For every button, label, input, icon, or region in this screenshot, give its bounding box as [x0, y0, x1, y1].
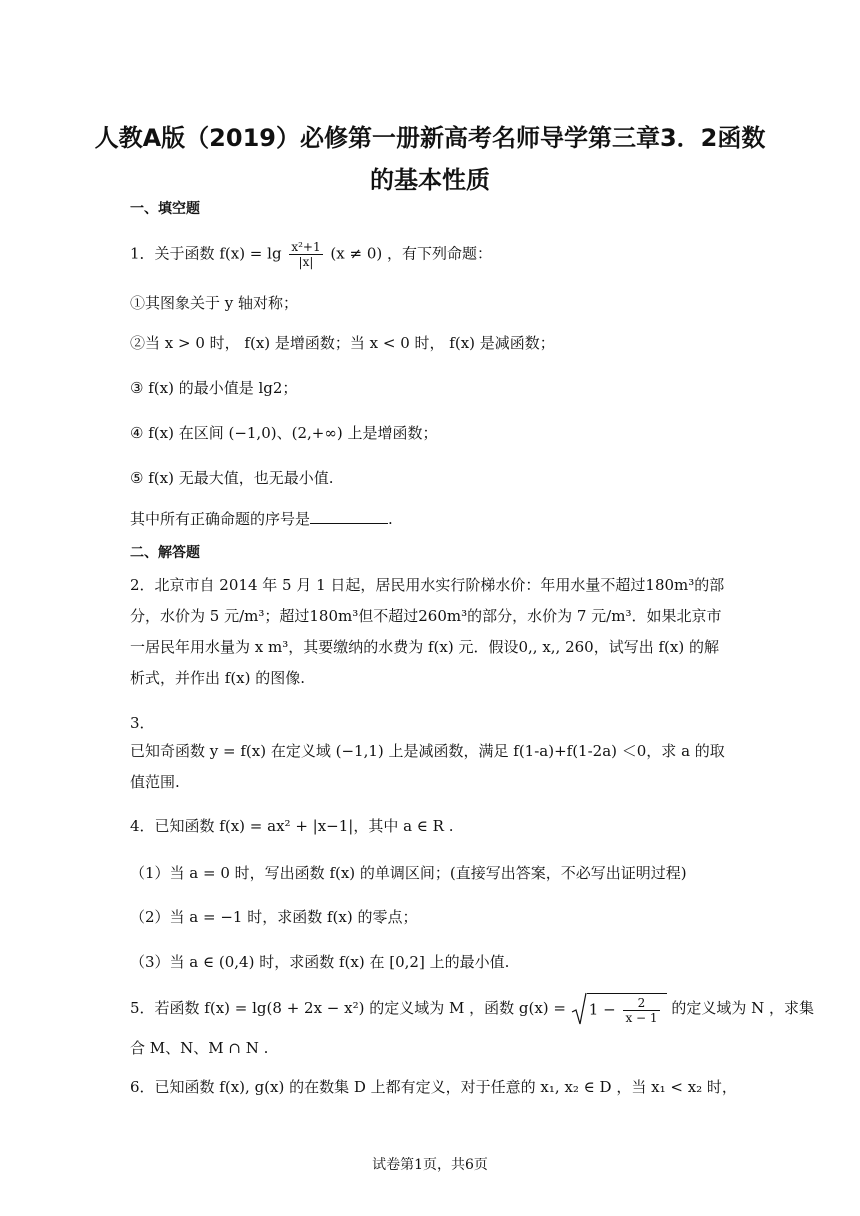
- q1-answer-prompt: [130, 508, 393, 529]
- question-2: 2．北京市自 2014 年 5 月 1 日起，居民用水实行阶梯水价：年用水量不超过180m³的部分，水价为 5 元/m³；超过180m³但不超过260m³的部分，水价为 7 元/m³．如果北京市一居民年用水量为 x m³，其要缴纳的水费为 f(x) 元．假设0,, x,, 260，试写出 f(x) 的解析式，并作出 f(x) 的图像.: [130, 576, 725, 687]
- q5-sqrt-lead: 1 −: [588, 1000, 616, 1019]
- question-4-part-3: （3）当 a ∈ (0,4) 时，求函数 f(x) 在 [0,2] 上的最小值.: [130, 953, 510, 971]
- question-1-stem: [130, 240, 492, 269]
- q5-radicand: [587, 993, 667, 1025]
- question-3-text: 已知奇函数 y = f(x) 在定义域 (−1,1) 上是减函数，满足 f(1-a)+f(1-2a) ＜0，求 a 的取值范围.: [130, 742, 725, 791]
- q1-condition: (x ≠ 0): [330, 244, 383, 263]
- q1-function: f(x) = lg: [219, 244, 282, 263]
- q5-prefix: 5．若函数 f(x) = lg(8 + 2x − x²) 的定义域为 M ，函数 g(x) =: [130, 999, 566, 1017]
- question-4-part-2: （2）当 a = −1 时，求函数 f(x) 的零点；: [130, 908, 418, 926]
- q1-proposition-2: ②当 x > 0 时， f(x) 是增函数；当 x < 0 时， f(x) 是减函数；: [130, 334, 555, 352]
- q1-proposition-3: ③ f(x) 的最小值是 lg2；: [130, 379, 298, 397]
- page-footer: 试卷第1页，共6页: [372, 1157, 488, 1173]
- q1-fraction-denominator: |x|: [298, 255, 314, 269]
- q5-fraction-denominator: x − 1: [625, 1011, 658, 1025]
- q1-fraction: [289, 240, 322, 269]
- question-3-number: 3．: [130, 714, 155, 732]
- q1-proposition-5: ⑤ f(x) 无最大值，也无最小值.: [130, 469, 334, 487]
- document-title-line1: 人教A版（2019）必修第一册新高考名师导学第三章3．2函数: [94, 124, 766, 152]
- q5-square-root: [571, 992, 667, 1026]
- q1-stem-prefix: 1．关于函数: [130, 244, 215, 263]
- q1-proposition-4: ④ f(x) 在区间 (−1,0)、(2,+∞) 上是增函数；: [130, 424, 438, 442]
- q5-fraction: [623, 996, 659, 1025]
- q1-stem-suffix: ，有下列命题：: [387, 244, 493, 263]
- section-solution: 二、解答题: [130, 545, 200, 561]
- section-fill-in: 一、填空题: [130, 201, 200, 217]
- question-6: 6．已知函数 f(x), g(x) 的在数集 D 上都有定义，对于任意的 x₁, x₂ ∈ D ，当 x₁ < x₂ 时，: [130, 1078, 737, 1096]
- sqrt-sign-icon: [571, 992, 587, 1026]
- q1-ask-suffix: .: [388, 510, 393, 528]
- question-4-part-1: （1）当 a = 0 时，写出函数 f(x) 的单调区间；(直接写出答案，不必写出证明过程): [130, 864, 687, 882]
- q1-proposition-1: ①其图象关于 y 轴对称；: [130, 294, 299, 312]
- q5-suffix: 的定义域为 N ，求集: [671, 999, 814, 1017]
- question-5-line-1: [130, 992, 814, 1026]
- q5-fraction-numerator: 2: [623, 996, 659, 1011]
- q1-ask-prefix: 其中所有正确命题的序号是: [130, 510, 311, 528]
- q1-fraction-numerator: x²+1: [291, 240, 321, 254]
- document-title-line2: 的基本性质: [370, 166, 490, 194]
- question-5-line-2: 合 M、N、M ∩ N .: [130, 1039, 269, 1057]
- question-4-stem: 4．已知函数 f(x) = ax² + |x−1|，其中 a ∈ R .: [130, 817, 454, 835]
- answer-blank[interactable]: [310, 508, 388, 524]
